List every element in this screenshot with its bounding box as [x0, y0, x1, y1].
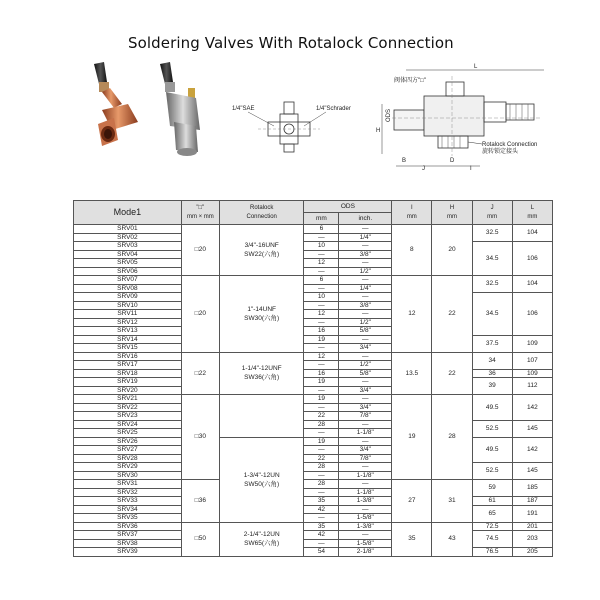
ods-inch-cell: 1/2" [339, 267, 392, 276]
h-cell: 20 [432, 225, 472, 276]
ods-inch-cell: 1-1/8" [339, 471, 392, 480]
model-cell: SRV26 [74, 437, 182, 446]
model-cell: SRV01 [74, 225, 182, 234]
model-cell: SRV21 [74, 395, 182, 404]
ods-mm-cell: — [304, 267, 339, 276]
valve-spec-table [73, 200, 553, 557]
model-cell: SRV31 [74, 480, 182, 489]
ods-mm-cell: — [304, 250, 339, 259]
table-row [74, 463, 553, 472]
j-cell: 65 [472, 505, 512, 522]
ods-mm-cell: — [304, 403, 339, 412]
model-cell: SRV17 [74, 361, 182, 370]
header-ods-inch: inch. [339, 213, 392, 225]
model-cell: SRV19 [74, 378, 182, 387]
table-row [74, 480, 553, 489]
header-j-unit: mm [487, 213, 498, 220]
square-cell: □20 [181, 276, 219, 353]
j-cell: 32.5 [472, 276, 512, 293]
model-cell: SRV12 [74, 318, 182, 327]
ods-mm-cell: 6 [304, 276, 339, 285]
table-row [74, 420, 553, 429]
port-schematic [218, 92, 358, 162]
model-cell: SRV09 [74, 293, 182, 302]
ods-mm-cell: 54 [304, 548, 339, 557]
square-cell: □30 [181, 395, 219, 480]
ods-mm-cell: 22 [304, 412, 339, 421]
ods-mm-cell: 28 [304, 480, 339, 489]
l-cell: 106 [512, 293, 552, 336]
header-square-label: "□" [196, 204, 205, 211]
j-cell: 76.5 [472, 548, 512, 557]
connection-cell-line2: SW36(六角) [244, 374, 280, 382]
header-j-label: J [490, 204, 494, 211]
l-cell: 201 [512, 522, 552, 531]
model-cell: SRV39 [74, 548, 182, 557]
ods-mm-cell: 12 [304, 259, 339, 268]
ods-mm-cell: 12 [304, 352, 339, 361]
ods-mm-cell: 6 [304, 225, 339, 234]
model-cell: SRV18 [74, 369, 182, 378]
j-cell: 36 [472, 369, 512, 378]
ods-mm-cell: 19 [304, 437, 339, 446]
ods-inch-cell: 5/8" [339, 369, 392, 378]
h-cell: 22 [432, 352, 472, 395]
ods-mm-cell: 28 [304, 463, 339, 472]
table-row [74, 497, 553, 506]
table-row [74, 522, 553, 531]
connection-cell [219, 225, 304, 276]
table-row [74, 505, 553, 514]
model-cell: SRV38 [74, 539, 182, 548]
table-row [74, 335, 553, 344]
ods-mm-cell: — [304, 284, 339, 293]
ods-inch-cell: 1-3/8" [339, 522, 392, 531]
connection-cell [219, 352, 304, 395]
model-cell: SRV34 [74, 505, 182, 514]
header-i-unit: mm [406, 213, 417, 220]
h-cell: 22 [432, 276, 472, 353]
model-cell: SRV06 [74, 267, 182, 276]
i-cell: 8 [392, 225, 432, 276]
connection-cell-line2: SW22(六角) [244, 251, 280, 258]
i-cell: 35 [392, 522, 432, 556]
ods-mm-cell: 19 [304, 378, 339, 387]
header-square [181, 201, 219, 225]
model-cell: SRV23 [74, 412, 182, 421]
model-cell: SRV32 [74, 488, 182, 497]
j-cell: 72.5 [472, 522, 512, 531]
ods-mm-cell: 35 [304, 497, 339, 506]
rotalock-label: Rotalock Connection [482, 142, 538, 148]
square-cell: □36 [181, 480, 219, 523]
ods-inch-cell: 7/8" [339, 412, 392, 421]
ods-mm-cell: — [304, 361, 339, 370]
model-cell: SRV28 [74, 454, 182, 463]
h-cell: 28 [432, 395, 472, 480]
l-cell: 112 [512, 378, 552, 395]
l-cell: 104 [512, 225, 552, 242]
header-l-label: L [530, 204, 535, 211]
ods-mm-cell: 10 [304, 242, 339, 251]
ods-inch-cell: 1-1/8" [339, 429, 392, 438]
dim-d-label: D [450, 158, 455, 164]
i-cell: 27 [392, 480, 432, 523]
dim-h-label: H [376, 128, 381, 134]
ods-inch-cell: — [339, 531, 392, 540]
header-j [472, 201, 512, 225]
steel-valve-photo [152, 60, 214, 160]
j-cell: 61 [472, 497, 512, 506]
i-cell: 19 [392, 395, 432, 480]
ods-mm-cell: 16 [304, 369, 339, 378]
model-cell: SRV04 [74, 250, 182, 259]
ods-inch-cell: — [339, 335, 392, 344]
l-cell: 142 [512, 437, 552, 463]
ods-inch-cell: 3/8" [339, 301, 392, 310]
connection-cell [219, 395, 304, 438]
model-cell: SRV08 [74, 284, 182, 293]
ods-inch-cell: 1-5/8" [339, 514, 392, 523]
j-cell: 34.5 [472, 242, 512, 276]
ods-mm-cell: — [304, 318, 339, 327]
model-cell: SRV15 [74, 344, 182, 353]
table-row [74, 531, 553, 540]
table-row [74, 437, 553, 446]
j-cell: 74.5 [472, 531, 512, 548]
ods-inch-cell: 1/4" [339, 284, 392, 293]
connection-cell-line1: 1"-14UNF [247, 305, 277, 313]
j-cell: 39 [472, 378, 512, 395]
connection-cell [219, 522, 304, 556]
ods-mm-cell: — [304, 429, 339, 438]
header-ods-mm: mm [304, 213, 339, 225]
ods-inch-cell: 7/8" [339, 454, 392, 463]
l-cell: 106 [512, 242, 552, 276]
spec-table-body [74, 225, 553, 557]
ods-inch-cell: — [339, 310, 392, 319]
ods-inch-cell: 1-5/8" [339, 539, 392, 548]
connection-cell-line1: 3/4"-16UNF [244, 242, 279, 249]
table-row [74, 225, 553, 234]
ods-inch-cell: — [339, 242, 392, 251]
model-cell: SRV03 [74, 242, 182, 251]
rotalock-cn-label: 旋转锁定接头 [482, 149, 519, 155]
ods-mm-cell: — [304, 471, 339, 480]
ods-inch-cell: — [339, 378, 392, 387]
header-connection-line1: Rotalock [250, 204, 274, 211]
ods-inch-cell: 5/8" [339, 327, 392, 336]
model-cell: SRV25 [74, 429, 182, 438]
l-cell: 191 [512, 505, 552, 522]
header-i [392, 201, 432, 225]
header-square-unit: mm × mm [186, 213, 214, 220]
j-cell: 52.5 [472, 463, 512, 480]
ods-mm-cell: — [304, 233, 339, 242]
l-cell: 109 [512, 335, 552, 352]
ods-mm-cell: 19 [304, 335, 339, 344]
ods-inch-cell: — [339, 225, 392, 234]
body-square-note: 阀体四方"□" [394, 78, 426, 84]
ods-inch-cell: — [339, 395, 392, 404]
connection-cell-line1: 1-1/4"-12UNF [241, 365, 282, 373]
ods-inch-cell: 1/4" [339, 233, 392, 242]
ods-inch-cell: — [339, 505, 392, 514]
model-cell: SRV11 [74, 310, 182, 319]
j-cell: 49.5 [472, 437, 512, 463]
l-cell: 145 [512, 420, 552, 437]
ods-mm-cell: — [304, 488, 339, 497]
ods-inch-cell: — [339, 480, 392, 489]
ods-inch-cell: 1/2" [339, 318, 392, 327]
ods-mm-cell: 28 [304, 420, 339, 429]
model-cell: SRV02 [74, 233, 182, 242]
i-cell: 13.5 [392, 352, 432, 395]
header-l [512, 201, 552, 225]
model-cell: SRV37 [74, 531, 182, 540]
dim-l-label: L [474, 64, 478, 70]
l-cell: 142 [512, 395, 552, 421]
header-model: Mode1 [74, 201, 182, 225]
square-cell: □22 [181, 352, 219, 395]
ods-mm-cell: — [304, 446, 339, 455]
header-connection [219, 201, 304, 225]
model-cell: SRV20 [74, 386, 182, 395]
model-cell: SRV13 [74, 327, 182, 336]
ods-mm-cell: 22 [304, 454, 339, 463]
ods-inch-cell: — [339, 437, 392, 446]
table-row [74, 242, 553, 251]
model-cell: SRV30 [74, 471, 182, 480]
ods-inch-cell: — [339, 352, 392, 361]
ods-inch-cell: — [339, 420, 392, 429]
table-row [74, 378, 553, 387]
i-cell: 12 [392, 276, 432, 353]
l-cell: 104 [512, 276, 552, 293]
j-cell: 32.5 [472, 225, 512, 242]
header-h [432, 201, 472, 225]
l-cell: 145 [512, 463, 552, 480]
ods-inch-cell: — [339, 293, 392, 302]
l-cell: 205 [512, 548, 552, 557]
ods-mm-cell: 35 [304, 522, 339, 531]
table-row [74, 548, 553, 557]
ods-inch-cell: 3/8" [339, 250, 392, 259]
header-l-unit: mm [527, 213, 538, 220]
l-cell: 203 [512, 531, 552, 548]
ods-inch-cell: 1-1/8" [339, 488, 392, 497]
connection-cell-line2: SW30(六角) [244, 314, 280, 322]
ods-mm-cell: — [304, 344, 339, 353]
ods-mm-cell: — [304, 386, 339, 395]
ods-inch-cell: 3/4" [339, 386, 392, 395]
model-cell: SRV33 [74, 497, 182, 506]
ods-inch-cell: 3/4" [339, 403, 392, 412]
header-connection-line2: Connection [246, 213, 277, 220]
connection-cell-line1: 2-1/4"-12UN [243, 531, 280, 538]
model-cell: SRV07 [74, 276, 182, 285]
table-row [74, 369, 553, 378]
h-cell: 43 [432, 522, 472, 556]
ods-mm-cell: 42 [304, 531, 339, 540]
ods-mm-cell: — [304, 514, 339, 523]
ods-mm-cell: 19 [304, 395, 339, 404]
header-h-unit: mm [446, 213, 457, 220]
j-cell: 34 [472, 352, 512, 369]
table-row [74, 395, 553, 404]
square-cell: □20 [181, 225, 219, 276]
ods-mm-cell: 12 [304, 310, 339, 319]
l-cell: 185 [512, 480, 552, 497]
model-cell: SRV05 [74, 259, 182, 268]
schrader-label: 1/4"Schrader [316, 106, 351, 112]
sae-label: 1/4"SAE [232, 106, 255, 112]
model-cell: SRV36 [74, 522, 182, 531]
l-cell: 107 [512, 352, 552, 369]
square-cell: □50 [181, 522, 219, 556]
model-cell: SRV10 [74, 301, 182, 310]
ods-inch-cell: 1-3/8" [339, 497, 392, 506]
connection-cell-line1: 1-3/4"-12UN [243, 471, 280, 479]
h-cell: 31 [432, 480, 472, 523]
copper-valve-photo [88, 60, 150, 152]
table-row [74, 276, 553, 285]
connection-cell-line2: SW50(六角) [244, 480, 280, 488]
ods-mm-cell: 10 [304, 293, 339, 302]
dim-b-label: B [402, 158, 407, 164]
model-cell: SRV29 [74, 463, 182, 472]
model-cell: SRV22 [74, 403, 182, 412]
j-cell: 49.5 [472, 395, 512, 421]
j-cell: 37.5 [472, 335, 512, 352]
table-row [74, 352, 553, 361]
dim-j-label: J [422, 166, 425, 172]
connection-cell-line2: SW65(六角) [244, 540, 280, 547]
ods-mm-cell: — [304, 301, 339, 310]
dim-ods-label: ODS [386, 108, 392, 122]
ods-inch-cell: 3/4" [339, 446, 392, 455]
connection-cell [219, 276, 304, 353]
model-cell: SRV27 [74, 446, 182, 455]
model-cell: SRV14 [74, 335, 182, 344]
ods-inch-cell: — [339, 463, 392, 472]
j-cell: 59 [472, 480, 512, 497]
ods-mm-cell: 42 [304, 505, 339, 514]
header-ods: ODS [304, 201, 392, 213]
dim-i-label: I [470, 166, 472, 172]
ods-mm-cell: — [304, 539, 339, 548]
model-cell: SRV35 [74, 514, 182, 523]
model-cell: SRV24 [74, 420, 182, 429]
connection-cell [219, 437, 304, 522]
header-i-label: I [410, 204, 413, 211]
valve-technical-drawing [362, 56, 552, 176]
ods-inch-cell: — [339, 259, 392, 268]
ods-mm-cell: 16 [304, 327, 339, 336]
j-cell: 52.5 [472, 420, 512, 437]
header-h-label: H [449, 204, 455, 211]
ods-inch-cell: — [339, 276, 392, 285]
page-title: Soldering Valves With Rotalock Connection [128, 34, 454, 52]
l-cell: 109 [512, 369, 552, 378]
l-cell: 187 [512, 497, 552, 506]
table-row [74, 293, 553, 302]
ods-inch-cell: 3/4" [339, 344, 392, 353]
j-cell: 34.5 [472, 293, 512, 336]
model-cell: SRV16 [74, 352, 182, 361]
ods-inch-cell: 1/2" [339, 361, 392, 370]
ods-inch-cell: 2-1/8" [339, 548, 392, 557]
